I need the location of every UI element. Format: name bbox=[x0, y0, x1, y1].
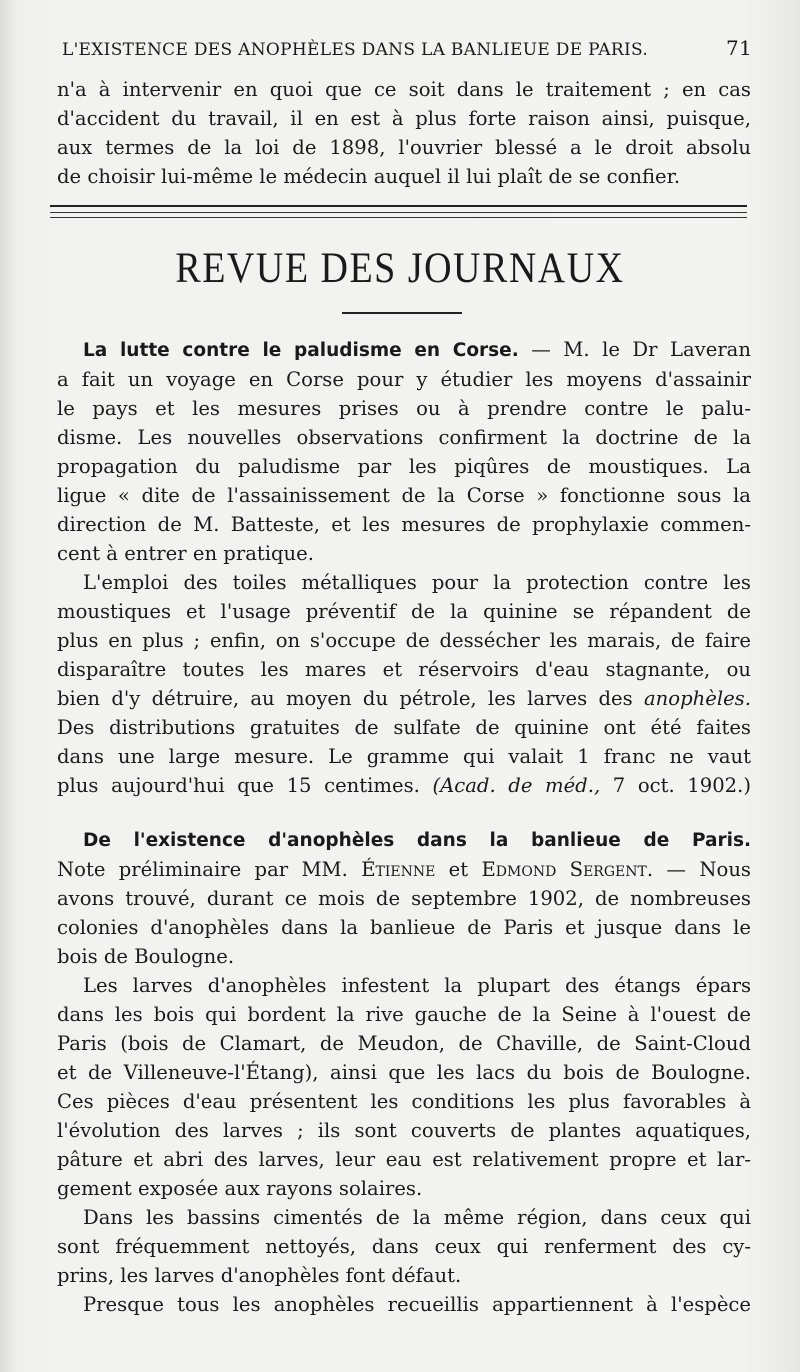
text-line: sont fréquemment nettoyés, dans ceux qui renferment des cy- bbox=[57, 1235, 751, 1258]
text-line: dans les bois qui bordent la rive gauche de la Seine à l'ouest de bbox=[57, 1003, 751, 1026]
text-line: Presque tous les anophèles recueillis appartiennent à l'espèce bbox=[83, 1293, 751, 1316]
text-line: l'évolution des larves ; ils sont couverts de plantes aquatiques, bbox=[57, 1119, 751, 1142]
article-heading: La lutte contre le paludisme en Corse. bbox=[83, 340, 519, 361]
text-line: moustiques et l'usage préventif de la quinine se répandent de bbox=[57, 600, 751, 623]
title-underline bbox=[342, 312, 462, 314]
section-divider bbox=[50, 205, 747, 218]
running-head bbox=[62, 36, 752, 60]
article-byline: Note préliminaire par MM. Étienne et Edmond Sergent. — Nous bbox=[57, 858, 751, 881]
text-line: colonies d'anophèles dans la banlieue de Paris et jusque dans le bbox=[57, 916, 751, 939]
text-line: de choisir lui-même le médecin auquel il lui plaît de se confier. bbox=[57, 165, 681, 188]
article-anopheles-paris bbox=[57, 825, 751, 1319]
article-heading-line bbox=[57, 825, 751, 855]
text-line: direction de M. Batteste, et les mesures de prophylaxie commen- bbox=[57, 513, 751, 536]
author-name: Edmond Sergent bbox=[481, 858, 647, 881]
section-title: REVUE DES JOURNAUX bbox=[175, 243, 625, 293]
text-line: ligue « dite de l'assainissement de la Corse » fonctionne sous la bbox=[57, 484, 751, 507]
text-line: Ces pièces d'eau présentent les conditions les plus favorables à bbox=[57, 1090, 751, 1113]
text-line: propagation du paludisme par les piqûres de moustiques. La bbox=[57, 455, 751, 478]
article-paludisme-corse bbox=[57, 335, 751, 800]
top-paragraph bbox=[57, 75, 751, 191]
page-number: 71 bbox=[725, 36, 752, 60]
citation-date: 7 oct. 1902.) bbox=[600, 774, 752, 797]
text-line: avons trouvé, durant ce mois de septembre 1902, de nombreuses bbox=[57, 887, 751, 910]
text-line: Les larves d'anophèles infestent la plupart des étangs épars bbox=[83, 974, 751, 997]
text-line: a fait un voyage en Corse pour y étudier les moyens d'assainir bbox=[57, 368, 751, 391]
text-line: bien d'y détruire, au moyen du pétrole, les larves des anophèles. bbox=[57, 687, 751, 710]
text-line: Dans les bassins cimentés de la même région, dans ceux qui bbox=[83, 1206, 751, 1229]
text-line: plus en plus ; enfin, on s'occupe de dessécher les marais, de faire bbox=[57, 629, 751, 652]
text-line: prins, les larves d'anophèles font défaut. bbox=[57, 1264, 462, 1287]
text-line: d'accident du travail, il en est à plus forte raison ainsi, puisque, bbox=[57, 107, 751, 130]
text-line: le pays et les mesures prises ou à prendre contre le palu- bbox=[57, 397, 751, 420]
text-line: dans une large mesure. Le gramme qui valait 1 franc ne vaut bbox=[57, 745, 751, 768]
running-head-title: L'EXISTENCE DES ANOPHÈLES DANS LA BANLIEUE DE PARIS. bbox=[62, 40, 649, 60]
text-line: bois de Boulogne. bbox=[57, 945, 235, 968]
text-line: disparaître toutes les mares et réservoirs d'eau stagnante, ou bbox=[57, 658, 751, 681]
text-line: plus aujourd'hui que 15 centimes. (Acad. de méd., 7 oct. 1902.) bbox=[57, 774, 752, 797]
text-line: aux termes de la loi de 1898, l'ouvrier blessé a le droit absolu bbox=[57, 136, 751, 159]
text-line: n'a à intervenir en quoi que ce soit dans le traitement ; en cas bbox=[57, 78, 751, 101]
text-line: pâture et abri des larves, leur eau est relativement propre et lar- bbox=[57, 1148, 751, 1171]
text-line: disme. Les nouvelles observations confirment la doctrine de la bbox=[57, 426, 751, 449]
text-line: gement exposée aux rayons solaires. bbox=[57, 1177, 423, 1200]
citation-source: (Acad. de méd., bbox=[432, 774, 601, 797]
text-line: cent à entrer en pratique. bbox=[57, 542, 315, 565]
italic-term: anophèles. bbox=[643, 687, 751, 710]
article-first-line: La lutte contre le paludisme en Corse. — M. le Dr Laveran bbox=[83, 338, 751, 361]
text-line: Paris (bois de Clamart, de Meudon, de Chaville, de Saint-Cloud bbox=[57, 1032, 751, 1055]
text-line: Des distributions gratuites de sulfate de quinine ont été faites bbox=[57, 716, 751, 739]
text-line: et de Villeneuve-l'Étang), ainsi que les lacs du bois de Boulogne. bbox=[57, 1061, 751, 1084]
text-line: L'emploi des toiles métalliques pour la protection contre les bbox=[83, 571, 751, 594]
article-heading: De l'existence d'anophèles dans la banlieue de Paris. bbox=[83, 830, 751, 851]
author-name: Étienne bbox=[361, 858, 436, 881]
